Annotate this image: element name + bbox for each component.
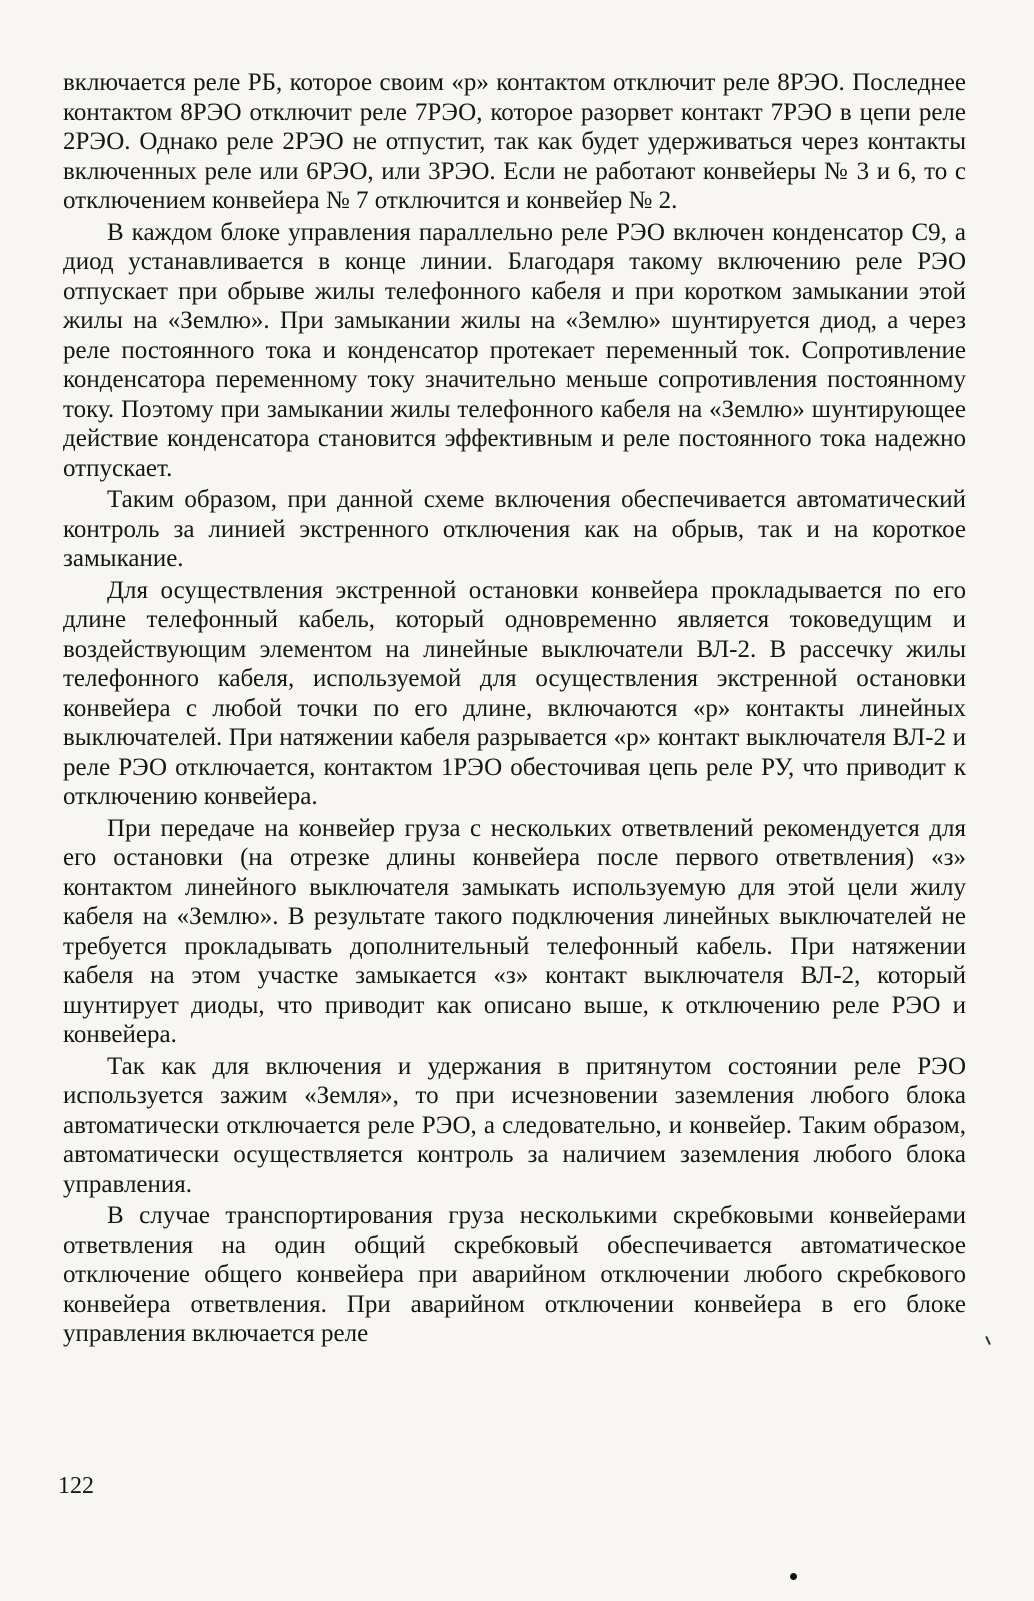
paragraph-4: Для осуществления экстренной остановки конвейера прокладывается по его длине телефонный кабель, который одновременно является токоведущим и воздействующим элементом на линейные выключатели ВЛ-2. В рассечку жилы телефонного кабеля, используемой для осуществления экстренной остановки конвейера с любой точки по его длине, включаются «р» контакты линейных выключателей. При натяжении кабеля разрывается «р» контакт выключателя ВЛ-2 и реле РЭО отключается, контактом 1РЭО обесточивая цепь реле РУ, что приводит к отключению конвейера.	[63, 576, 966, 810]
page-number: 122	[58, 1473, 94, 1499]
page-body	[63, 68, 966, 1351]
paragraph-1: включается реле РБ, которое своим «р» контактом отключит реле 8РЭО. Последнее контактом 8РЭО отключит реле 7РЭО, которое разорвет контакт 7РЭО в цепи реле 2РЭО. Однако реле 2РЭО не отпустит, так как будет удерживаться через контакты включенных реле или 6РЭО, или 3РЭО. Если не работают конвейеры № 3 и 6, то с отключением конвейера № 7 отключится и конвейер № 2.	[63, 69, 966, 214]
paragraph-7: В случае транспортирования груза несколькими скребковыми конвейерами ответвления на один общий скребковый обеспечивается автоматическое отключение общего конвейера при аварийном отключении любого скребкового конвейера ответвления. При аварийном отключении конвейера в его блоке управления включается реле	[63, 1202, 966, 1347]
paragraph-2: В каждом блоке управления параллельно реле РЭО включен конденсатор С9, а диод устанавливается в конце линии. Благодаря такому включению реле РЭО отпускает при обрыве жилы телефонного кабеля и при коротком замыкании этой жилы на «Землю». При замыкании жилы на «Землю» шунтируется диод, а через реле постоянного тока и конденсатор протекает переменный ток. Сопротивление конденсатора переменному току значительно меньше сопротивления постоянному току. Поэтому при замыкании жилы телефонного кабеля на «Землю» шунтирующее действие конденсатора становится эффективным и реле постоянного тока надежно отпускает.	[63, 218, 966, 482]
ink-dot	[790, 1573, 797, 1580]
paragraph-3: Таким образом, при данной схеме включения обеспечивается автоматический контроль за линией экстренного отключения как на обрыв, так и на короткое замыкание.	[63, 486, 966, 572]
paragraph-5: При передаче на конвейер груза с нескольких ответвлений рекомендуется для его остановки (на отрезке длины конвейера после первого ответвления) «з» контактом линейного выключателя замыкать используемую для этой цели жилу кабеля на «Землю». В результате такого подключения линейных выключателей не требуется прокладывать дополнительный телефонный кабель. При натяжении кабеля на этом участке замыкается «з» контакт выключателя ВЛ-2, который шунтирует диоды, что приводит как описано выше, к отключению реле РЭО и конвейера.	[63, 814, 966, 1048]
margin-mark	[985, 1336, 991, 1345]
paragraph-6: Так как для включения и удержания в притянутом состоянии реле РЭО используется зажим «Земля», то при исчезновении заземления любого блока автоматически отключается реле РЭО, а следовательно, и конвейер. Таким образом, автоматически осуществляется контроль за наличием заземления любого блока управления.	[63, 1052, 966, 1198]
